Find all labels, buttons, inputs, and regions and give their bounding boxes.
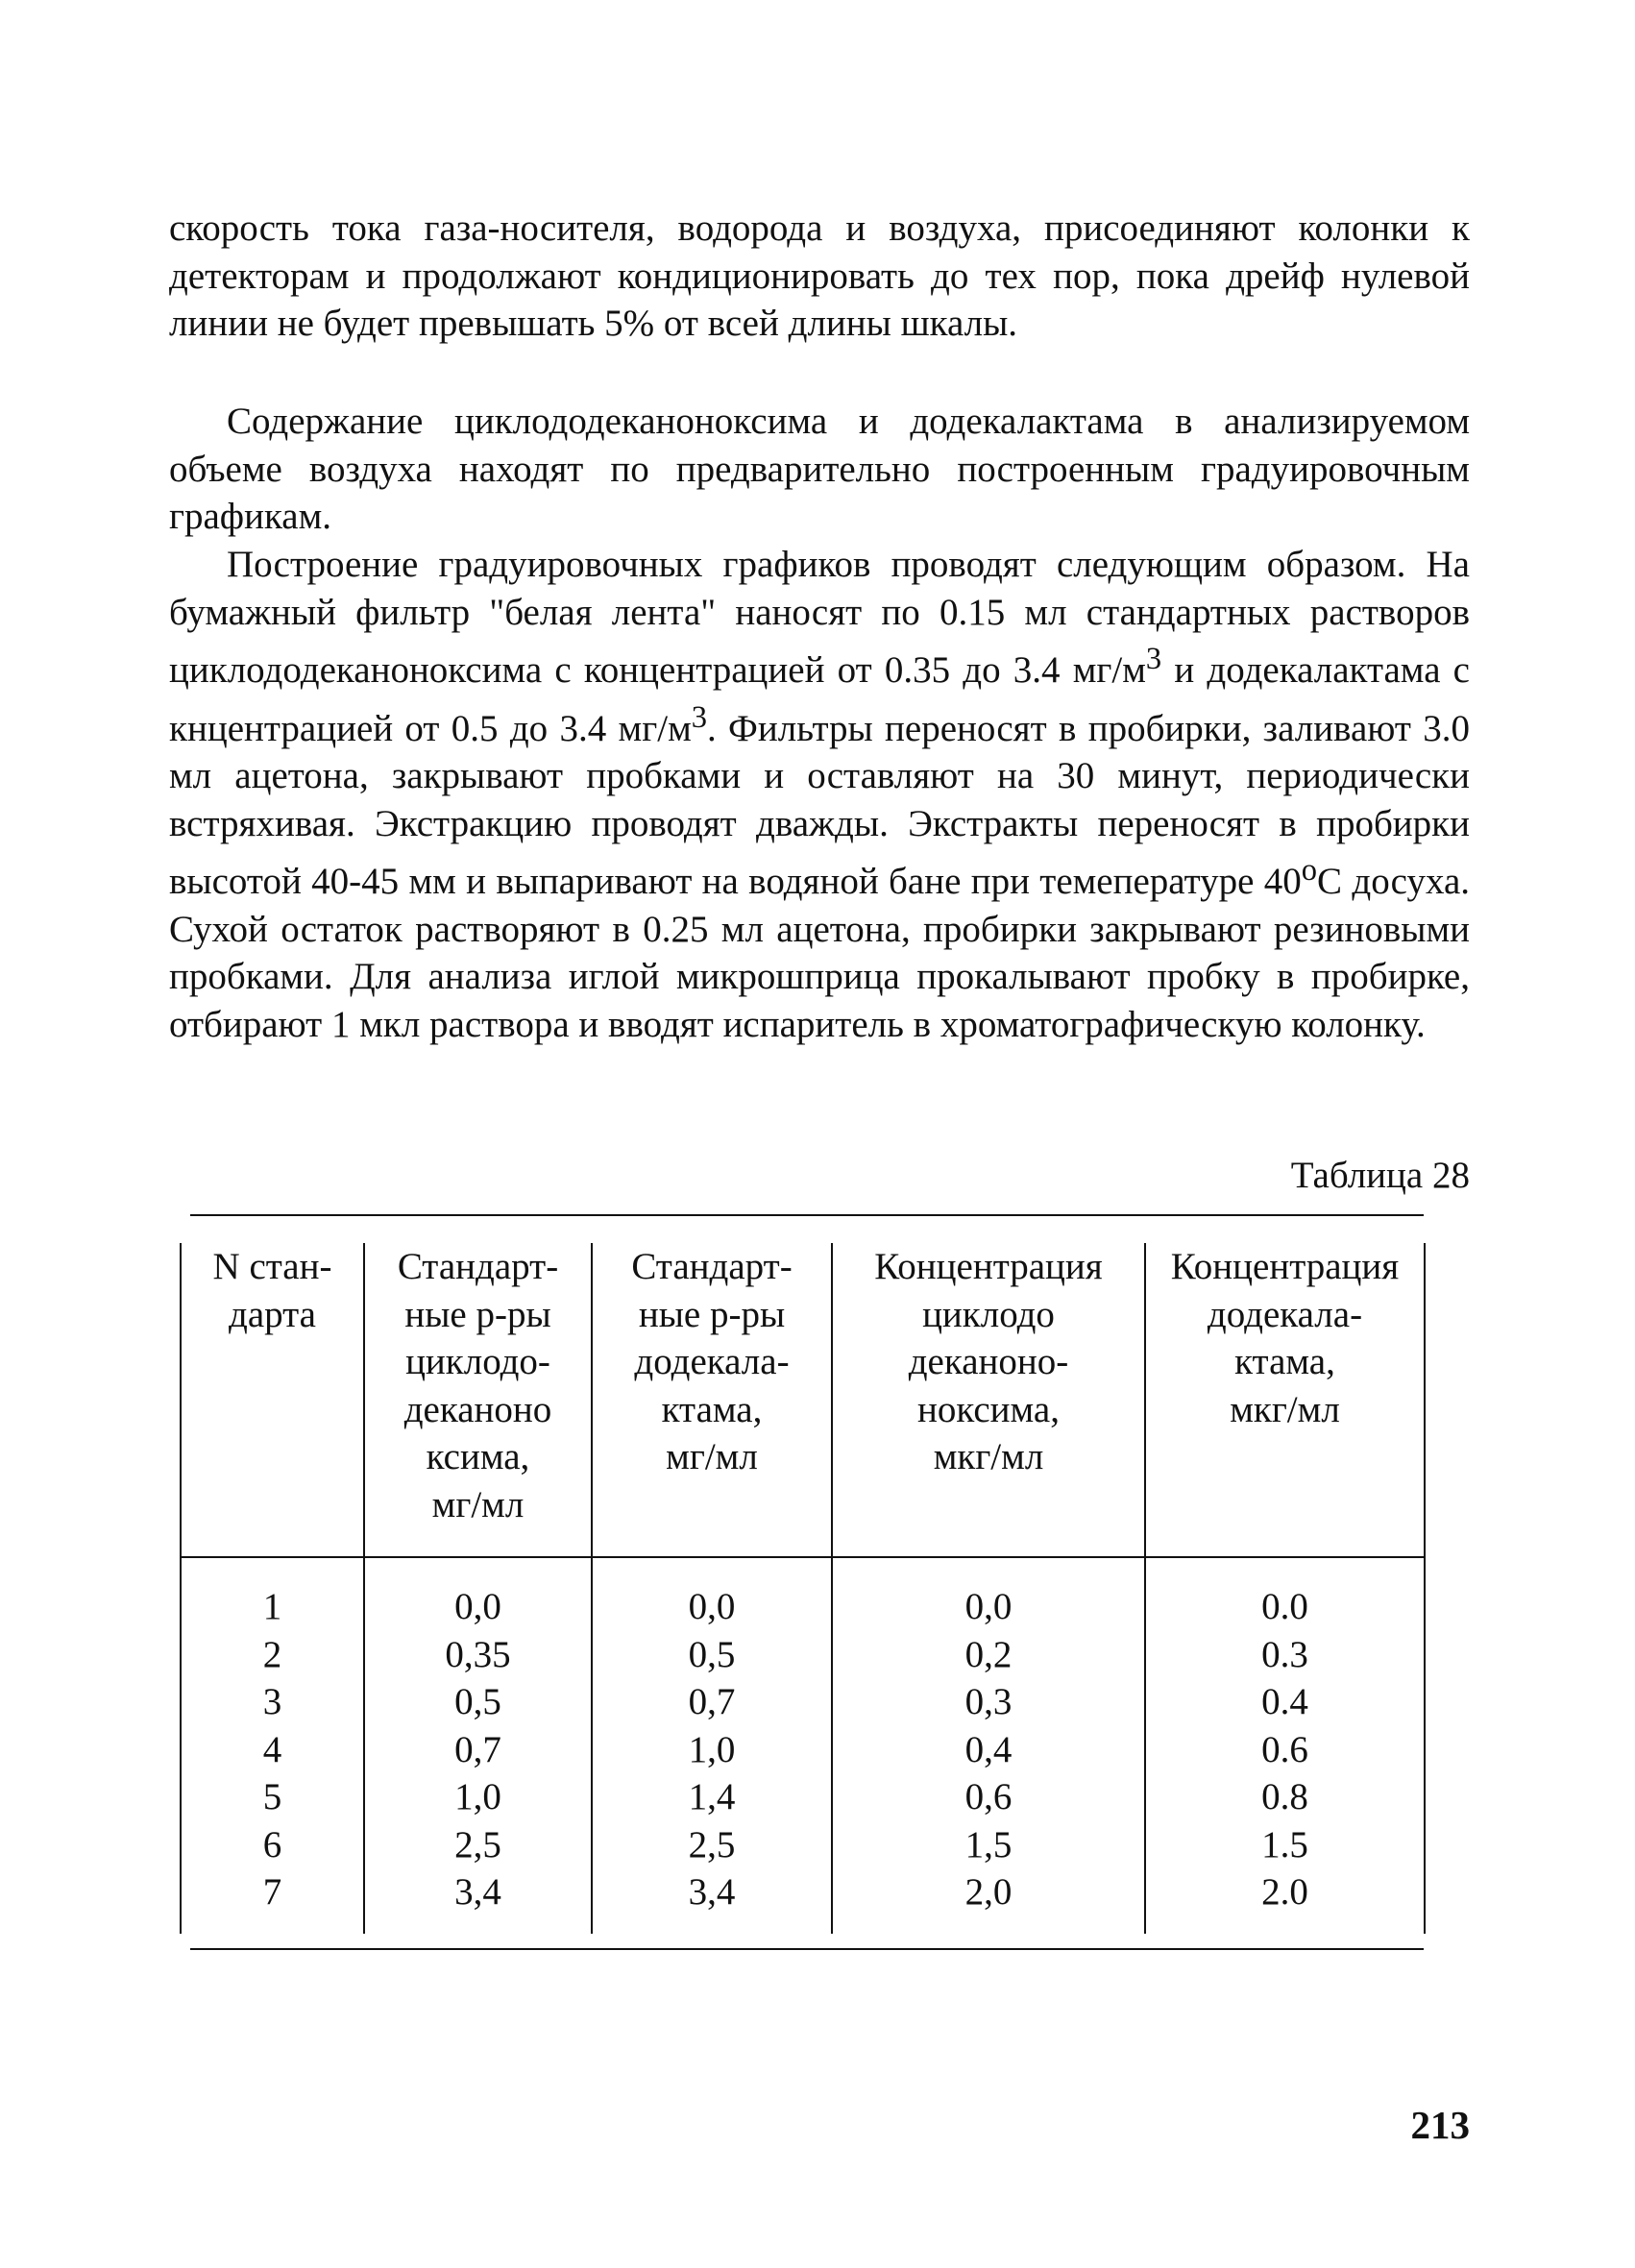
table-cell: 0,0 [832, 1557, 1145, 1631]
table-bottom-rule [190, 1948, 1424, 1950]
table-cell: 0.6 [1145, 1726, 1425, 1774]
table-cell: 1,0 [364, 1773, 592, 1821]
table-cell: 2,5 [592, 1821, 832, 1869]
paragraph-1-text: скорость тока газа-носителя, водорода и воздуха, присоединяют колонки к детекторам и продолжают кондиционировать до тех пор, пока дрейф нулевой линии не будет превышать 5% от всей длины шкалы. [169, 207, 1470, 344]
table-row [181, 1678, 1425, 1726]
paragraph-2-text: Содержание циклододеканоноксима и додекалактама в анализируемом объеме воздуха находят по предварительно построенным градуировочным графикам. [169, 401, 1470, 537]
table-cell: 1 [181, 1557, 364, 1631]
table-cell: 0,7 [592, 1678, 832, 1726]
paragraph-2 [169, 398, 1470, 541]
table-cell: 3 [181, 1678, 364, 1726]
table-row [181, 1773, 1425, 1821]
table-cell: 2,5 [364, 1821, 592, 1869]
table-cell: 0,35 [364, 1631, 592, 1679]
page-number: 213 [1410, 2103, 1470, 2147]
paragraph-3-text [169, 541, 1470, 1048]
table-cell: 3,4 [592, 1868, 832, 1934]
table-cell: 1,0 [592, 1726, 832, 1774]
table-cell: 6 [181, 1821, 364, 1869]
table-top-rule [190, 1214, 1424, 1216]
table-cell: 2.0 [1145, 1868, 1425, 1934]
table-row [181, 1631, 1425, 1679]
data-table [180, 1243, 1426, 1934]
table-cell: 0,5 [592, 1631, 832, 1679]
table-cell: 0,3 [832, 1678, 1145, 1726]
table-cell: 0,5 [364, 1678, 592, 1726]
paragraph-3-part-d: С досуха. Сухой остаток растворяют в 0.25 мл ацетона, пробирки закрывают резиновыми пробками. Для анализа иглой микрошприца прокалывают пробку в пробирке, отбирают 1 мкл раствора и вводят испаритель в хроматографическую колонку. [169, 861, 1471, 1045]
table-cell: 0.8 [1145, 1773, 1425, 1821]
table-cell: 0.0 [1145, 1557, 1425, 1631]
table-cell: 1,5 [832, 1821, 1145, 1869]
table-header-row [181, 1243, 1425, 1557]
column-header: Концентрация циклодо деканоно- ноксима, мкг/мл [832, 1243, 1145, 1557]
table-cell: 0,4 [832, 1726, 1145, 1774]
table-cell: 0,0 [592, 1557, 832, 1631]
table-cell: 0,6 [832, 1773, 1145, 1821]
table-row [181, 1821, 1425, 1869]
table-row [181, 1557, 1425, 1631]
table-row [181, 1868, 1425, 1934]
superscript-cube: 3 [691, 699, 707, 735]
table-cell: 0.4 [1145, 1678, 1425, 1726]
paragraph-3-part-a: Построение градуировочных графиков проводят следующим образом. На бумажный фильтр "белая лента" наносят по 0.15 мл стандартных растворов циклододеканоноксима с концентрацией от 0.35 до 3.4 мг/м [169, 544, 1470, 691]
paragraph-1 [169, 205, 1470, 348]
superscript-degree: о [1301, 853, 1318, 888]
table-cell: 0,7 [364, 1726, 592, 1774]
superscript-cube: 3 [1145, 642, 1162, 676]
column-header: Стандарт- ные р-ры циклодо- деканоно ксима, мг/мл [364, 1243, 592, 1557]
column-header: Концентрация додекала- ктама, мкг/мл [1145, 1243, 1425, 1557]
table-cell: 1,4 [592, 1773, 832, 1821]
paragraph-3-part-c: . Фильтры переносят в пробирки, заливают 3.0 мл ацетона, закрывают пробками и оставляют на 30 минут, периодически встряхивая. Экстракцию проводят дважды. Экстракты переносят в пробирки высотой 40-45 мм и выпаривают на водяной бане при темепературе 40 [169, 707, 1470, 902]
table-cell: 4 [181, 1726, 364, 1774]
paragraph-3-part-b: и додекалактама с кнцентрацией от 0.5 до 3.4 мг/м [169, 649, 1470, 749]
table-cell: 0,0 [364, 1557, 592, 1631]
table-cell: 7 [181, 1868, 364, 1934]
table-row [181, 1726, 1425, 1774]
column-header: Стандарт- ные р-ры додекала- ктама, мг/мл [592, 1243, 832, 1557]
table-cell: 3,4 [364, 1868, 592, 1934]
table-cell: 2 [181, 1631, 364, 1679]
table-cell: 2,0 [832, 1868, 1145, 1934]
table-cell: 1.5 [1145, 1821, 1425, 1869]
column-header: N стан- дарта [181, 1243, 364, 1557]
paragraph-3 [169, 541, 1470, 1048]
table-cell: 0,2 [832, 1631, 1145, 1679]
table-cell: 5 [181, 1773, 364, 1821]
table-cell: 0.3 [1145, 1631, 1425, 1679]
table-caption: Таблица 28 [1290, 1155, 1470, 1196]
